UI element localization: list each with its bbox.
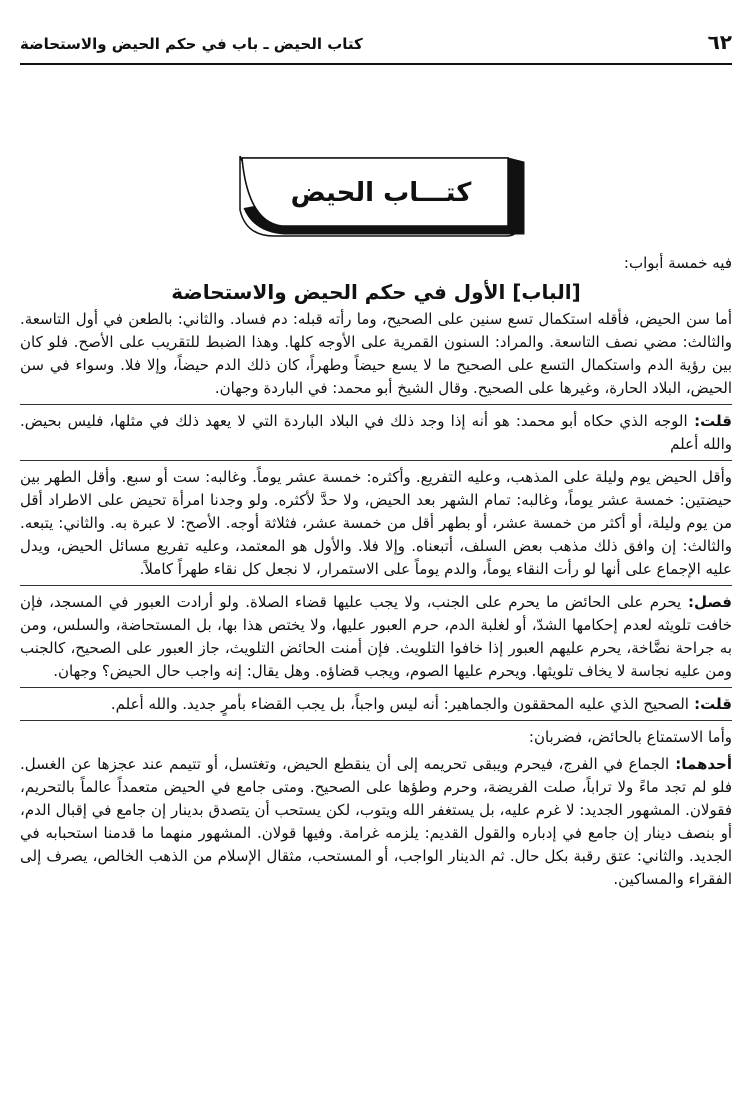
paragraph: [20, 753, 732, 891]
page-number: ٦٢: [707, 30, 732, 54]
section-divider: [20, 687, 732, 688]
page-body: [20, 252, 732, 895]
paragraph-text: الجماع في الفرج، فيحرم ويبقى تحريمه إلى أن ينقطع الحيض، وتغتسل، أو تتيمم عند عجزها عن الغسل. فلو لم تجد ماءً ولا تراباً، صلت الفريضة، وحرم وطؤها على الصحيح. ومتى جامع في الحيض متعمداً عالماً بالتحريم، فقولان. المشهور الجديد: لا غرم عليه، بل يستغفر الله ويتوب، لكن يستحب أن يتصدق بدينار إن جامع في إقبال الدم، أو بنصف دينار إن جامع في إدباره والقول القديم: يلزمه غرامة. وفيها قولان. المشهور منهما ما قدمنا استحبابه في الجديد. والثاني: عتق رقبة بكل حال. ثم الدينار الواجب، أو المستحب، مثقال الإسلام من الذهب الخالص، يصرف إلى الفقراء والمساكين.: [20, 755, 732, 888]
paragraph-text: الوجه الذي حكاه أبو محمد: هو أنه إذا وجد ذلك في البلاد الباردة التي لا يعهد ذلك في مثلها، فليس بحيض. والله أعلم: [20, 412, 732, 453]
intro-line: فيه خمسة أبواب:: [623, 254, 732, 272]
page-header: [20, 30, 732, 60]
paragraph: [20, 726, 732, 749]
paragraph: [20, 591, 732, 683]
paragraph-text: وأقل الحيض يوم وليلة على المذهب، وعليه التفريع. وأكثره: خمسة عشر يوماً. وغالبه: ست أو سبع. وأقل الطهر بين حيضتين: خمسة عشر يوماً، وغالبه: تمام الشهر بعد الحيض، ولا حدَّ لأكثره. ولو وجدنا امرأة تحيض على الاطراد أقل من يوم وليلة، أو أكثر من خمسة عشر، أو بطهر أقل من خمسة عشر، فثلاثة أوجه. الأصح: لا عبرة به. والثاني: يتبعه. والثالث: إن وافق ذلك مذهب بعض السلف، أتبعناه. وإلا فلا. والأول هو المعتمد، وعليه تفريع مسائل الحيض، ويدل عليه الإجماع على أنها لو رأت النقاء يوماً، والدم يوماً على الاستمرار، لا نجعل كل نقاء طهراً كاملاً.: [20, 468, 732, 578]
section-divider: [20, 460, 732, 461]
section-divider: [20, 585, 732, 586]
paragraph-label: فصل:: [681, 593, 733, 611]
section-divider: [20, 720, 732, 721]
paragraph: [20, 466, 732, 581]
paragraph-label: قلت:: [687, 412, 732, 430]
paragraph: [20, 308, 732, 400]
section-divider: [20, 404, 732, 405]
paragraph-text: الصحيح الذي عليه المحققون والجماهير: أنه ليس واجباً، بل يجب القضاء بأمرٍ جديد. والله أعلم.: [110, 695, 689, 713]
paragraph-text: وأما الاستمتاع بالحائض، فضربان:: [528, 728, 732, 746]
chapter-heading: [الباب] الأول في حكم الحيض والاستحاضة: [171, 280, 581, 304]
running-title: كتاب الحيض ـ باب في حكم الحيض والاستحاضة: [20, 35, 363, 53]
paragraph-label: أحدهما:: [669, 755, 733, 773]
paragraph: [20, 693, 732, 716]
paragraph-text: يحرم على الحائض ما يحرم على الجنب، ولا يجب عليها قضاء الصلاة. ولو أرادت العبور في المسجد، فإن خافت تلويثه لعدم إحكامها الشدّ، أو لغلبة الدم، حرم العبور عليها، ولا يختص هذا بها، بل المستحاضة، والسلس، ومن به جراحة نضَّاخة، يحرم عليهم العبور إذا خافوا التلويث. فإن أمنت الحائض التلويث، جاز العبور على الصحيح، كالجنب ومن عليه نجاسة لا يخاف تلويثها. ويحرم عليها الصوم، ويجب قضاؤه. وهل يقال: إنه واجب حال الحيض؟ وجهان.: [20, 593, 732, 680]
chapter-banner: [234, 148, 534, 244]
header-rule: [20, 63, 732, 65]
paragraph: [20, 410, 732, 456]
paragraph-list: [20, 308, 732, 891]
banner-title: كتـــاب الحيض: [290, 178, 472, 208]
paragraph-text: أما سن الحيض، فأقله استكمال تسع سنين على الصحيح، وما رأته قبله: دم فساد. والثاني: بالطعن في أول التاسعة. والثالث: مضي نصف التاسعة. والمراد: السنون القمرية على الأوجه كلها. وهذا الضبط للتقريب على الأصح. فلو كان بين رؤية الدم واستكمال التسع على الصحيح ما لا يسع حيضاً وطهراً، كان ذلك الدم حيضاً، وإلا فلا. وسواء في سن الحيض، البلاد الحارة، وغيرها على الصحيح. وقال الشيخ أبو محمد: في الباردة وجهان.: [20, 310, 732, 397]
paragraph-label: قلت:: [688, 695, 732, 713]
